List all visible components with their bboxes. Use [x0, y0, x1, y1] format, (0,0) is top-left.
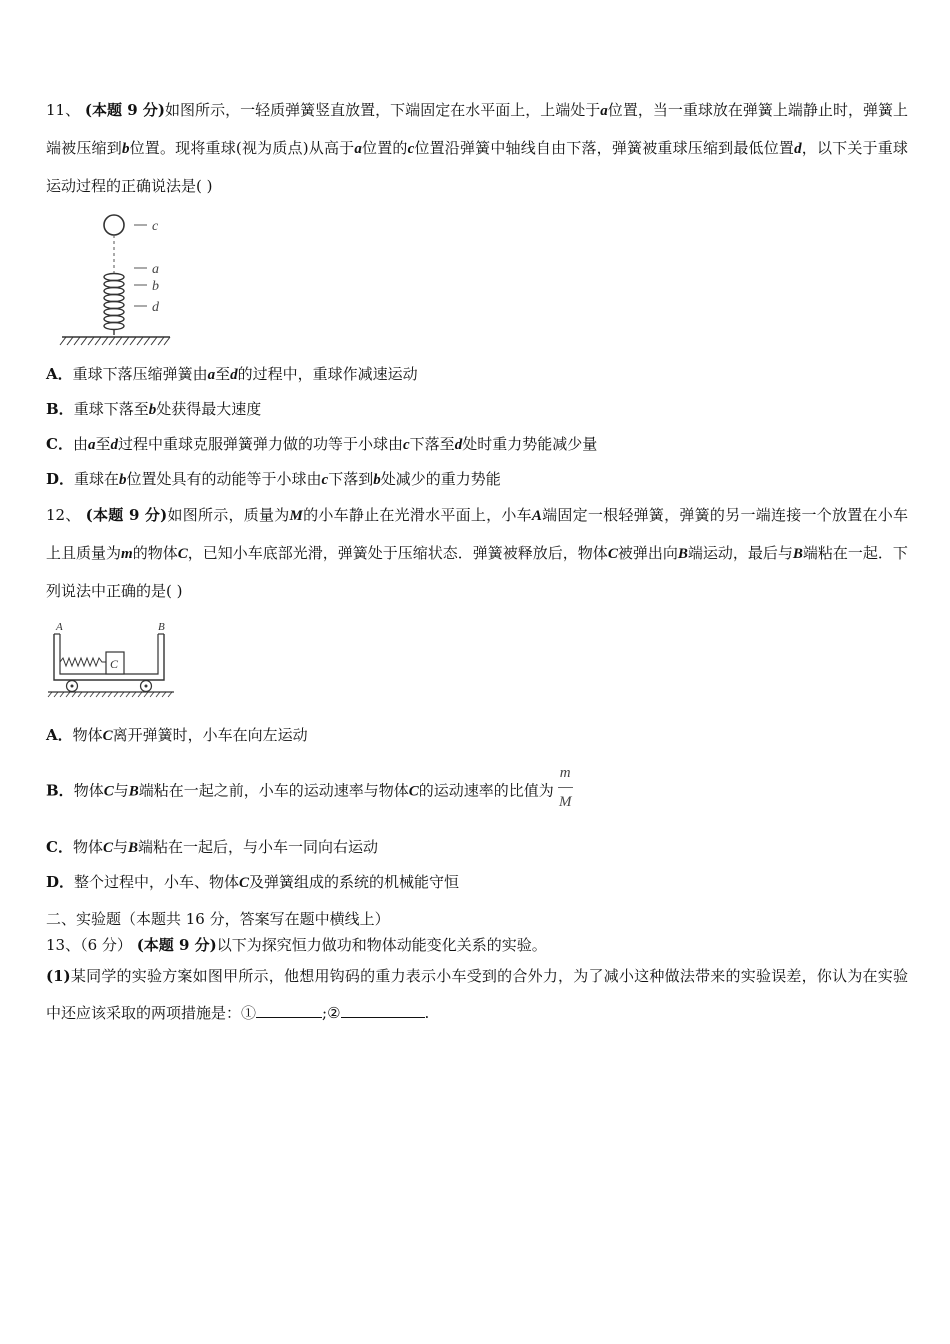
var-b: b — [121, 141, 130, 157]
fraction-m-over-M — [558, 761, 573, 814]
q12-text: ，已知小车底部光滑，弹簧处于压缩状态．弹簧被释放后，物体 — [187, 544, 608, 562]
label-a: a — [152, 262, 159, 277]
option-text: 重球下落压缩弹簧由 — [72, 365, 208, 383]
option-text: 离开弹簧时，小车在向左运动 — [112, 726, 308, 744]
var-c: c — [407, 141, 415, 157]
var-C: C — [103, 783, 114, 800]
label-b: b — [152, 279, 159, 294]
label-B: B — [158, 621, 165, 633]
option-text: 物体 — [73, 781, 104, 800]
option-text: 重球在 — [74, 470, 120, 488]
q12-text: 的小车静止在光滑水平面上，小车 — [302, 506, 532, 524]
var-a: a — [207, 367, 216, 383]
option-letter: A． — [46, 726, 73, 744]
separator: ; — [322, 1004, 328, 1022]
q11-points: (本题 9 分) — [84, 101, 166, 119]
q11-option-b[interactable] — [46, 392, 908, 427]
var-a: a — [354, 141, 362, 157]
option-text: 物体 — [72, 726, 103, 744]
label-c: c — [152, 219, 159, 234]
var-C: C — [177, 546, 188, 562]
var-c: c — [321, 472, 329, 488]
option-text: 下落至 — [409, 435, 455, 453]
option-text: 的运动速率的比值为 — [418, 781, 554, 800]
circled-two: ② — [327, 1004, 341, 1022]
q12-option-b[interactable] — [46, 765, 908, 818]
option-text: 至 — [215, 365, 231, 383]
option-letter: D． — [46, 470, 75, 488]
var-d: d — [110, 437, 118, 453]
label-d: d — [152, 300, 159, 315]
q12-option-d[interactable] — [46, 865, 908, 900]
var-C: C — [239, 875, 250, 891]
floor-hatch — [48, 692, 172, 697]
q11-text: 位置，当一重球放在弹簧上端静止时，弹簧上端被压缩到 — [46, 101, 908, 157]
var-a: a — [87, 437, 96, 453]
var-b: b — [119, 472, 127, 488]
var-m: m — [121, 546, 133, 562]
option-text: 及弹簧组成的系统的机械能守恒 — [249, 873, 460, 891]
q13-points: (本题 9 分) — [136, 936, 217, 954]
answer-blank-1[interactable] — [256, 1003, 322, 1018]
q12-option-c[interactable] — [46, 830, 908, 865]
var-B: B — [128, 783, 139, 800]
option-letter: C． — [46, 838, 73, 856]
label-A: A — [56, 621, 63, 633]
option-text: 处获得最大速度 — [156, 400, 262, 418]
option-text: 的过程中，重球作减速运动 — [237, 365, 418, 383]
option-text: 重球下落至 — [73, 400, 149, 418]
option-text: 整个过程中，小车、物体 — [74, 873, 240, 891]
sub-label: (1) — [46, 967, 71, 985]
option-text: 端粘在一起后，与小车一同向右运动 — [138, 838, 379, 856]
var-C: C — [408, 783, 419, 800]
q13-sub1-text: 某同学的实验方案如图甲所示，他想用钩码的重力表示小车受到的合外力，为了减小这种做法带来的实验误差，你认为在实验中还应该采取的两项措施是： — [46, 967, 908, 1022]
q11-option-c[interactable] — [46, 427, 908, 462]
q12-points: (本题 9 分) — [85, 506, 168, 524]
q12-text: 端粘在一起．下列说法中正确的是( ) — [46, 544, 908, 600]
q11-text: 位置沿弹簧中轴线自由下落，弹簧被重球压缩到最低位置 — [414, 139, 795, 157]
option-text: 下落到 — [328, 470, 374, 488]
q12-stem — [46, 497, 908, 610]
var-c: c — [403, 437, 410, 453]
q11-text: ，以下关于重球运动过程的正确说法是( ) — [46, 139, 908, 195]
q11-option-a[interactable] — [46, 357, 908, 392]
q11-text: 如图所示，一轻质弹簧竖直放置，下端固定在水平面上，上端处于 — [165, 101, 601, 119]
var-A: A — [531, 508, 542, 524]
q13-sub1 — [46, 958, 908, 1032]
q13-score: （6 分） — [80, 936, 132, 954]
option-text: 物体 — [72, 838, 103, 856]
fraction-numerator: m — [558, 761, 573, 788]
label-C: C — [110, 657, 119, 671]
var-C: C — [607, 546, 618, 562]
var-B: B — [677, 546, 688, 562]
fraction-denominator: M — [558, 794, 572, 810]
q12-text: 如图所示，质量为 — [167, 506, 290, 524]
q12-text: 被弹出向 — [617, 544, 678, 562]
q12-text: 的物体 — [132, 544, 178, 562]
circled-one: ① — [241, 1004, 257, 1022]
q12-text: 端固定一根轻弹簧，弹簧的另一端连接一个放置在小车上且质量为 — [46, 506, 908, 562]
var-M: M — [289, 508, 303, 524]
option-text: 过程中重球克服弹簧弹力做的功等于小球由 — [117, 435, 403, 453]
option-text: 与 — [112, 838, 128, 856]
option-text: 端粘在一起之前，小车的运动速率与物体 — [138, 781, 409, 800]
q11-stem — [46, 92, 908, 205]
option-text: 由 — [72, 435, 88, 453]
spring-coil — [104, 274, 124, 330]
option-letter: D． — [46, 873, 75, 891]
var-a: a — [600, 103, 608, 119]
q11-text: 位置。现将重球(视为质点)从高于 — [129, 139, 355, 157]
var-C: C — [102, 728, 113, 744]
q12-text: 端运动，最后与 — [687, 544, 793, 562]
spring-diagram — [52, 209, 252, 359]
ball — [104, 215, 124, 235]
var-B: B — [792, 546, 803, 562]
var-d: d — [230, 367, 238, 383]
q11-spring-figure — [46, 205, 908, 357]
option-letter: B． — [46, 400, 74, 418]
var-d: d — [454, 437, 463, 453]
ground-hatch — [60, 337, 170, 345]
option-letter: A． — [46, 365, 73, 383]
var-B: B — [128, 840, 139, 856]
cart-diagram — [46, 618, 236, 708]
q12-cart-figure — [46, 610, 908, 718]
q11-option-d[interactable] — [46, 462, 908, 497]
var-C: C — [102, 840, 113, 856]
exam-page — [46, 92, 908, 1032]
var-d: d — [794, 141, 802, 157]
q12-option-a[interactable] — [46, 718, 908, 753]
q13-number: 13、 — [46, 936, 81, 954]
option-letter: C． — [46, 435, 73, 453]
q13-stem — [46, 932, 908, 958]
option-text: 与 — [113, 781, 129, 800]
q11-text: 位置的 — [361, 139, 408, 157]
answer-blank-2[interactable] — [341, 1003, 425, 1018]
q13-text: 以下为探究恒力做功和物体动能变化关系的实验。 — [216, 936, 547, 954]
q11-number: 11、 — [46, 101, 81, 119]
option-text: 处时重力势能减少量 — [462, 435, 598, 453]
option-text: 位置处具有的动能等于小球由 — [126, 470, 322, 488]
q12-number: 12、 — [46, 506, 81, 524]
option-letter: B． — [46, 781, 74, 800]
option-text: 处减少的重力势能 — [380, 470, 501, 488]
option-text: 至 — [95, 435, 111, 453]
compressed-spring — [60, 658, 106, 666]
var-b: b — [148, 402, 157, 418]
section-title: 二、实验题（本题共 16 分，答案写在题中横线上） — [46, 910, 390, 928]
period: . — [424, 1004, 430, 1022]
var-b: b — [373, 472, 381, 488]
